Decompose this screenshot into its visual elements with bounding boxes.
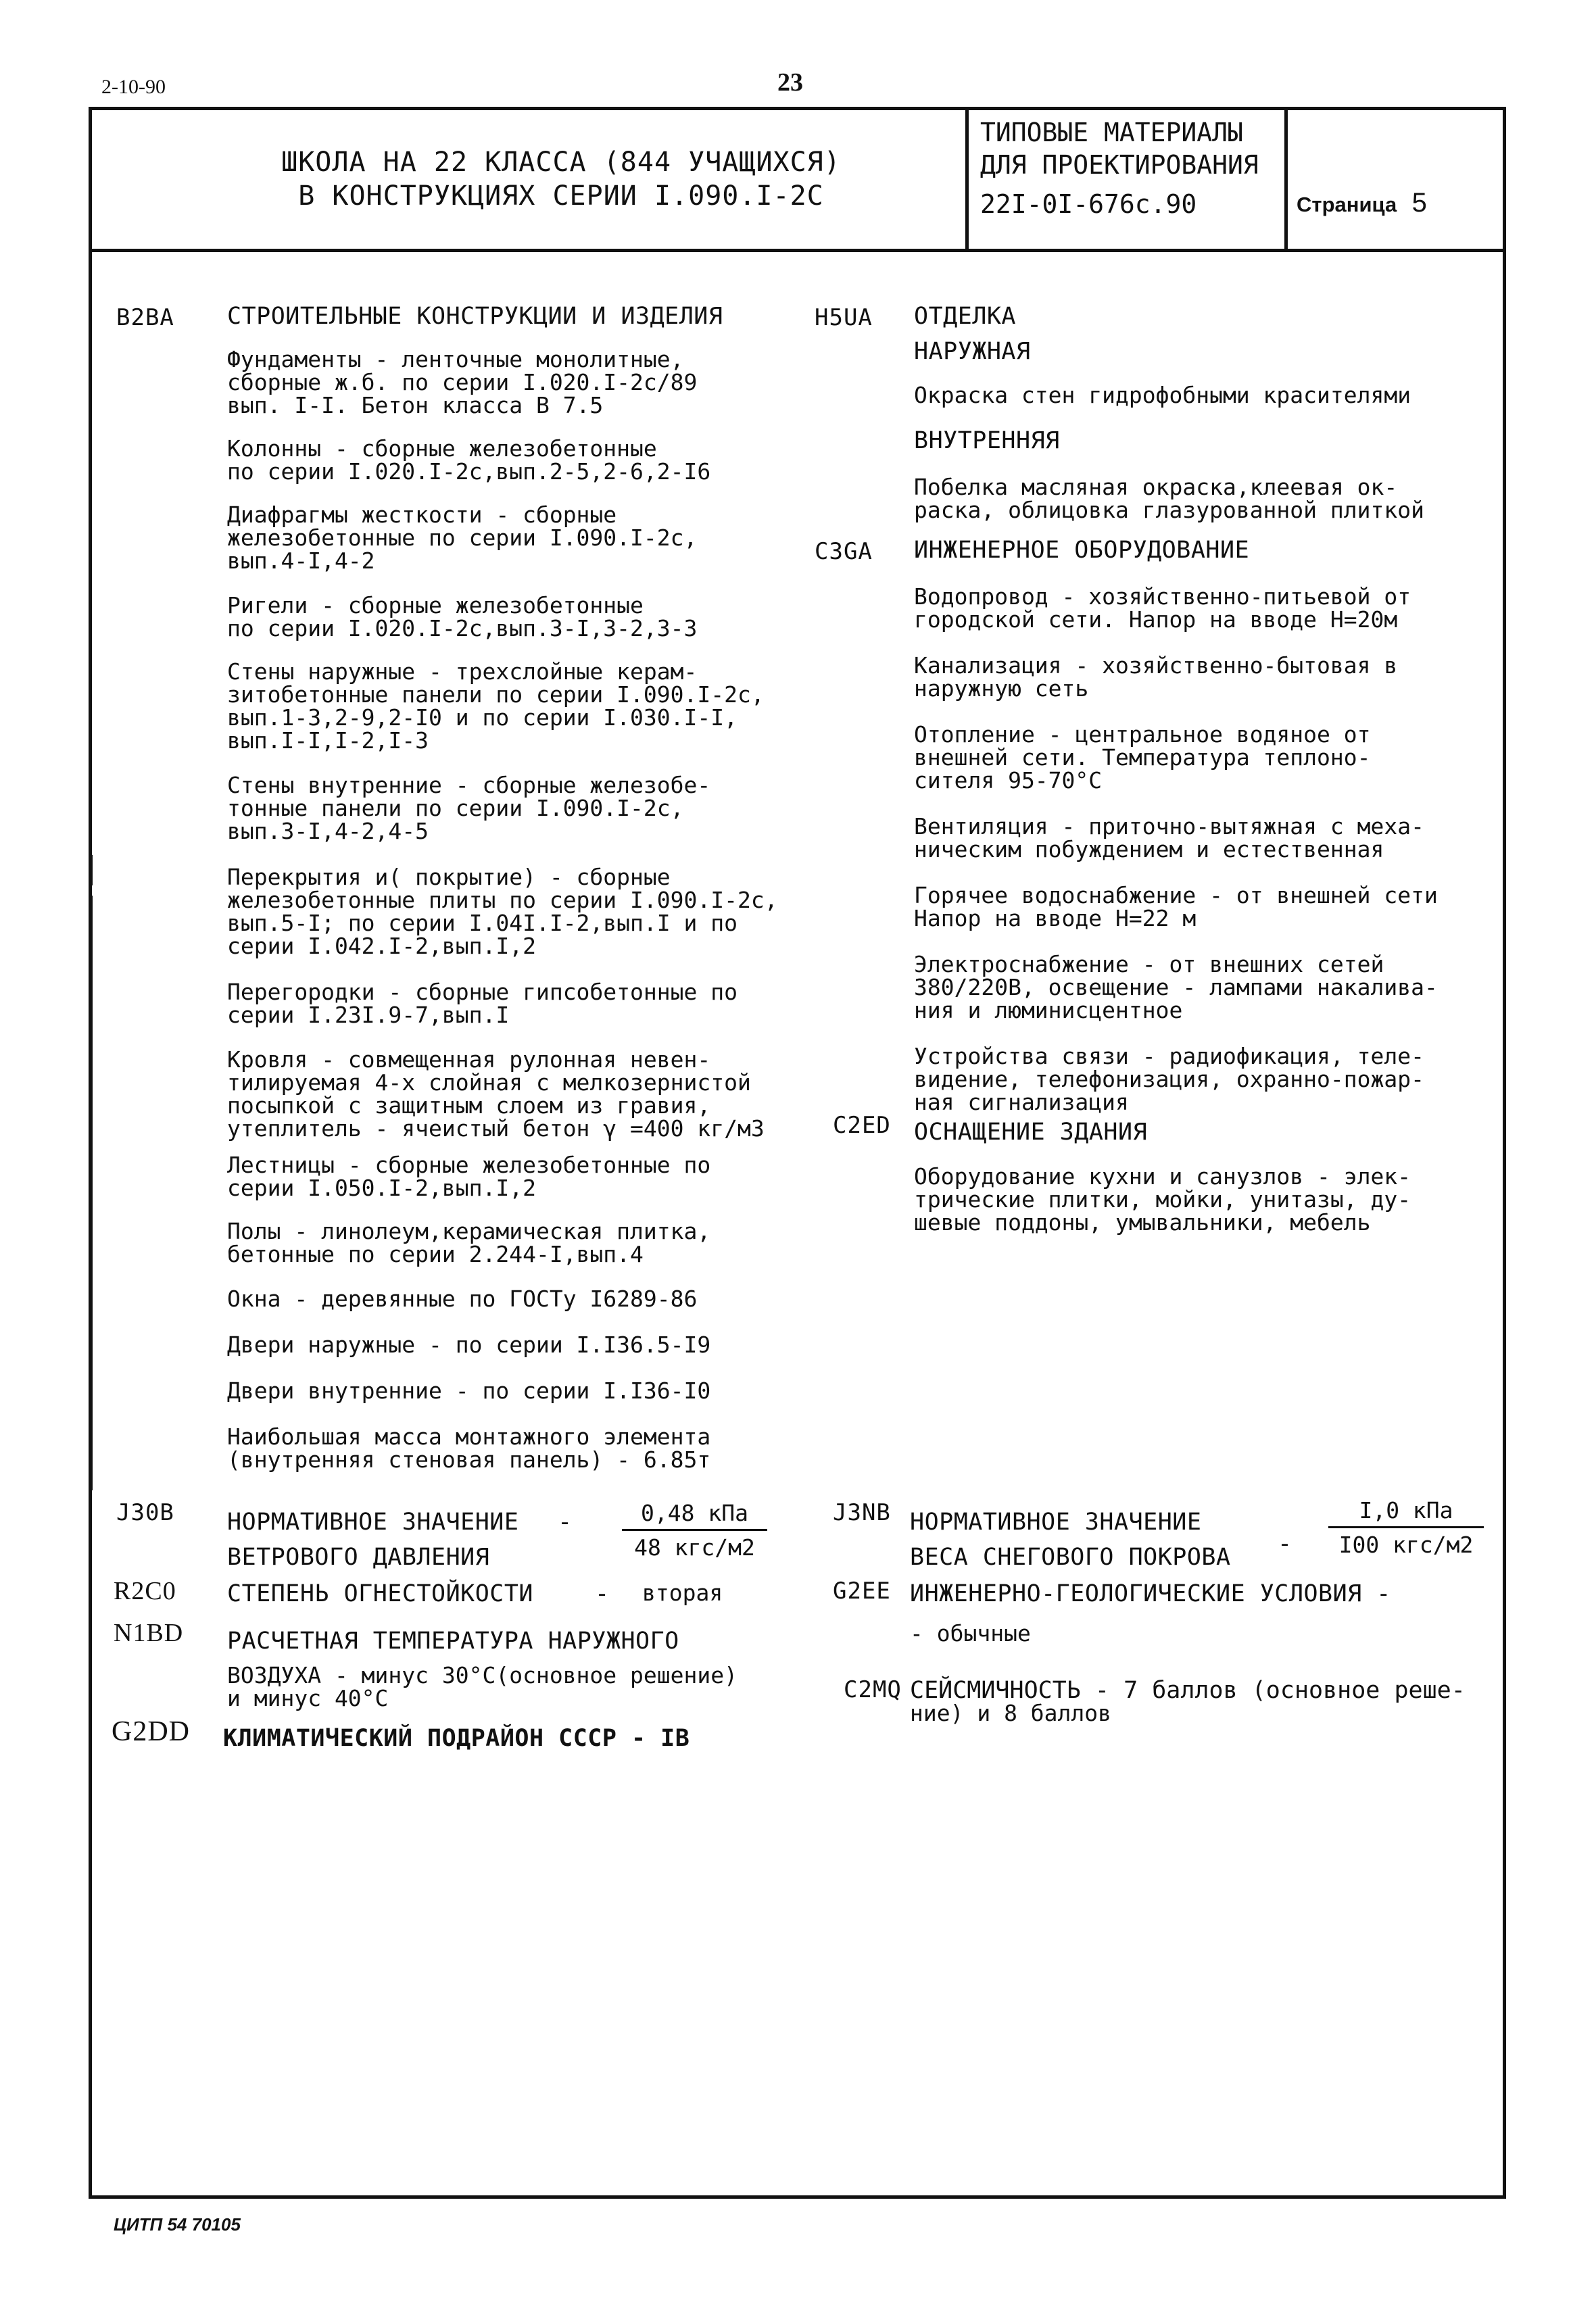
wind-label-line1: НОРМАТИВНОЕ ЗНАЧЕНИЕ [227,1509,519,1536]
item-communications: Устройства связи - радиофикация, теле- видение, телефонизация, охранно-пожар- ная сигнализация [914,1043,1424,1115]
wind-label-line2: ВЕТРОВОГО ДАВЛЕНИЯ [227,1544,490,1571]
type-line-1: ТИПОВЫЕ МАТЕРИАЛЫ [980,118,1243,147]
engineering-items [914,585,1495,1134]
fire-value: вторая [642,1580,723,1606]
item-windows: Окна - деревянные по ГОСТу I6289-86 [227,1286,698,1312]
temperature-line3: и минус 40°С [227,1685,389,1711]
equipment-text: Оборудование кухни и санузлов - элек- трические плитки, мойки, унитазы, ду- шевые поддоны, умывальники, мебель [914,1163,1411,1236]
code-seismic: C2MQ [844,1676,902,1703]
sheet-number: 23 [777,68,803,97]
seismic-line1: СЕЙСМИЧНОСТЬ - 7 баллов (основное реше- [910,1677,1466,1704]
temperature-label: РАСЧЕТНАЯ ТЕМПЕРАТУРА НАРУЖНОГО [227,1628,679,1655]
seismic-line2: ние) и 8 баллов [910,1700,1112,1726]
code-climate: G2DD [112,1716,190,1747]
seismic-text [910,1679,1466,1725]
item-water-supply: Водопровод - хозяйственно-питьевой от городской сети. Напор на вводе Н=20м [914,583,1411,633]
title-line-1: ШКОЛА НА 22 КЛАССА (844 УЧАЩИХСЯ) [281,147,841,178]
item-ventilation: Вентиляция - приточно-вытяжная с меха- ническим побуждением и естественная [914,813,1424,862]
subheading-internal: ВНУТРЕННЯЯ [914,427,1060,454]
climate-label: КЛИМАТИЧЕСКИЙ ПОДРАЙОН СССР - IВ [223,1725,690,1752]
header-col-divider-2 [1284,107,1288,251]
item-roofing: Кровля - совмещенная рулонная невен- тилируемая 4-х слойная с мелкозернистой посыпкой с защитным слоем из гравия, утеплитель - ячеистый бетон γ =400 кг/м3 [227,1046,765,1142]
type-materials-cell [980,116,1259,220]
header-divider [89,249,1506,252]
snow-dash: - [1278,1530,1292,1557]
section-code-engineering: C3GA [815,538,873,565]
subheading-external: НАРУЖНАЯ [914,338,1031,365]
finish-external-text: Окраска стен гидрофобными красителями [914,382,1411,408]
section-code-finish: H5UA [815,304,873,331]
geology-label: ИНЖЕНЕРНО-ГЕОЛОГИЧЕСКИЕ УСЛОВИЯ - [910,1580,1391,1607]
code-snow: J3NB [833,1499,891,1526]
item-foundations: Фундаменты - ленточные монолитные, сборные ж.б. по серии I.020.I-2с/89 вып. I-I. Бетон класса В 7.5 [227,346,698,418]
item-diaphragms: Диафрагмы жесткости - сборные железобетонные по серии I.090.I-2с, вып.4-I,4-2 [227,502,698,574]
page-value: 5 [1411,188,1427,218]
margin-mark [89,855,93,885]
item-columns: Колонны - сборные железобетонные по серии I.020.I-2с,вып.2-5,2-6,2-I6 [227,435,711,485]
margin-mark [89,896,93,1490]
snow-label-line1: НОРМАТИВНОЕ ЗНАЧЕНИЕ [910,1509,1202,1536]
item-internal-walls: Стены внутренние - сборные железобе- тонные панели по серии I.090.I-2с, вып.3-I,4-2,4-5 [227,772,711,844]
wind-label [227,1505,518,1575]
item-internal-doors: Двери внутренние - по серии I.I36-I0 [227,1378,711,1404]
snow-label-line2: ВЕСА СНЕГОВОГО ПОКРОВА [910,1544,1231,1571]
geology-value: - обычные [910,1620,1031,1647]
snow-fraction [1328,1499,1484,1557]
type-line-2: ДЛЯ ПРОЕКТИРОВАНИЯ [980,150,1259,180]
item-max-mass: Наибольшая масса монтажного элемента (внутренняя стеновая панель) - 6.85т [227,1423,711,1473]
page-indicator [1297,188,1427,218]
wind-value-kgs: 48 кгс/м2 [634,1534,755,1561]
wind-fraction [622,1502,767,1559]
type-line-3: 22I-0I-676с.90 [980,189,1197,219]
construction-items [227,348,836,1492]
header-col-divider-1 [965,107,969,251]
item-heating: Отопление - центральное водяное от внешней сети. Температура теплоно- сителя 95-70°С [914,721,1371,794]
code-temperature: N1BD [114,1619,184,1647]
item-power-supply: Электроснабжение - от внешних сетей 380/220В, освещение - лампами накалива- ния и люминисцентное [914,951,1438,1023]
fire-label: СТЕПЕНЬ ОГНЕСТОЙКОСТИ [227,1580,534,1607]
section-code-equipment: C2ED [833,1112,891,1139]
snow-value-kpa: I,0 кПа [1328,1499,1484,1528]
section-heading-construction: СТРОИТЕЛЬНЫЕ КОНСТРУКЦИИ И ИЗДЕЛИЯ [227,303,723,330]
wind-dash: - [558,1509,573,1536]
footer-stamp: ЦИТП 54 70105 [114,2214,241,2235]
item-sewerage: Канализация - хозяйственно-бытовая в наружную сеть [914,652,1398,702]
title-line-2: В КОНСТРУКЦИЯХ СЕРИИ I.090.I-2С [298,180,824,212]
code-fire: R2C0 [114,1577,176,1605]
code-wind: J30B [116,1499,174,1526]
snow-value-kgs: I00 кгс/м2 [1338,1532,1474,1558]
temperature-text [227,1664,737,1710]
temperature-line2: ВОЗДУХА - минус 30°С(основное решение) [227,1662,737,1688]
document-title [203,145,919,213]
item-external-walls: Стены наружные - трехслойные керам- зитобетонные панели по серии I.090.I-2с, вып.1-3,2-9,2-I0 и по серии I.030.I-I, вып.I-I,I-2,I-3 [227,658,765,754]
date-mark: 2-10-90 [101,76,166,98]
finish-internal-text: Побелка масляная окраска,клеевая ок- раска, облицовка глазурованной плиткой [914,474,1424,523]
code-geology: G2EE [833,1578,891,1605]
section-heading-finish: ОТДЕЛКА [914,303,1017,330]
section-heading-equipment: ОСНАЩЕНИЕ ЗДАНИЯ [914,1119,1148,1146]
item-stairs: Лестницы - сборные железобетонные по серии I.050.I-2,вып.I,2 [227,1152,711,1201]
item-floors-slabs: Перекрытия и( покрытие) - сборные железобетонные плиты по серии I.090.I-2с, вып.5-I; по серии I.04I.I-2,вып.I и по серии I.042.I-2,вып.I,2 [227,864,778,959]
page-label: Страница [1297,193,1397,216]
item-girders: Ригели - сборные железобетонные по серии I.020.I-2с,вып.3-I,3-2,3-3 [227,592,698,641]
section-heading-engineering: ИНЖЕНЕРНОЕ ОБОРУДОВАНИЕ [914,537,1250,564]
section-code-construction: B2BA [116,304,174,331]
wind-value-kpa: 0,48 кПа [622,1502,767,1531]
item-partitions: Перегородки - сборные гипсобетонные по серии I.23I.9-7,вып.I [227,979,737,1028]
item-hot-water: Горячее водоснабжение - от внешней сети Напор на вводе Н=22 м [914,882,1438,931]
fire-dash: - [595,1580,610,1607]
item-external-doors: Двери наружные - по серии I.I36.5-I9 [227,1332,711,1358]
snow-label [910,1505,1231,1575]
item-floors: Полы - линолеум,керамическая плитка, бетонные по серии 2.244-I,вып.4 [227,1218,711,1267]
